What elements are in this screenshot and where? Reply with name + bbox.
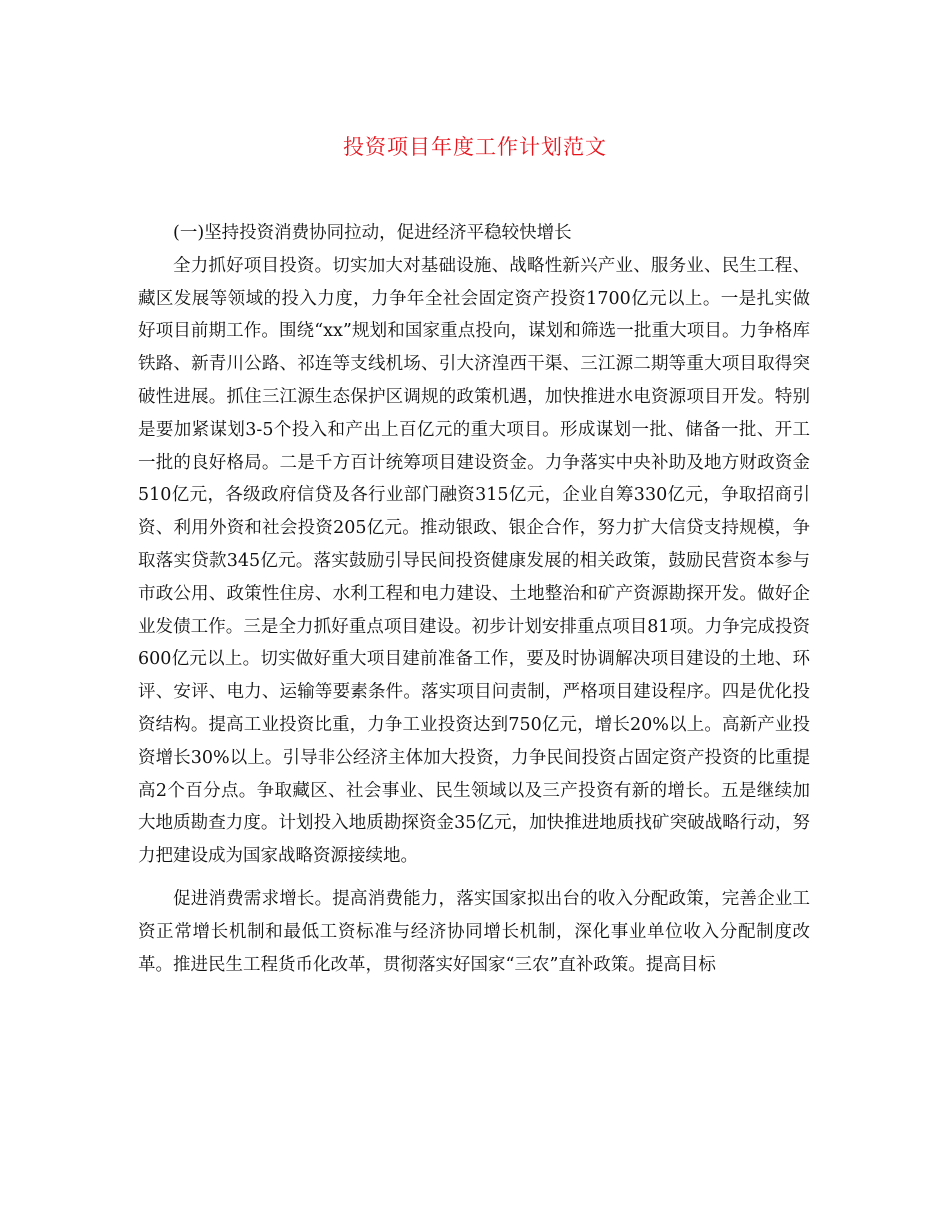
document-body [138,217,810,981]
consumption-demand-paragraph: 促进消费需求增长。提高消费能力，落实国家拟出台的收入分配政策，完善企业工资正常增长机制和最低工资标准与经济协同增长机制，深化事业单位收入分配制度改革。推进民生工程货币化改革，贯彻落实好国家“三农”直补政策。提高目标 [138,888,810,975]
section-heading-paragraph: (一)坚持投资消费协同拉动，促进经济平稳较快增长 [173,223,572,243]
document-title: 投资项目年度工作计划范文 [343,135,607,159]
project-investment-paragraph: 全力抓好项目投资。切实加大对基础设施、战略性新兴产业、服务业、民生工程、藏区发展等领域的投入力度，力争年全社会固定资产投资1700亿元以上。一是扎实做好项目前期工作。围绕“xx”规划和国家重点投向，谋划和筛选一批重大项目。力争格库铁路、新青川公路、祁连等支线机场、引大济湟西干渠、三江源二期等重大项目取得突破性进展。抓住三江源生态保护区调规的政策机遇，加快推进水电资源项目开发。特别是要加紧谋划3-5个投入和产出上百亿元的重大项目。形成谋划一批、储备一批、开工一批的良好格局。二是千方百计统筹项目建设资金。力争落实中央补助及地方财政资金510亿元，各级政府信贷及各行业部门融资315亿元，企业自筹330亿元，争取招商引资、利用外资和社会投资205亿元。推动银政、银企合作，努力扩大信贷支持规模，争取落实贷款345亿元。落实鼓励引导民间投资健康发展的相关政策，鼓励民营资本参与市政公用、政策性住房、水利工程和电力建设、土地整治和矿产资源勘探开发。做好企业发债工作。三是全力抓好重点项目建设。初步计划安排重点项目81项。力争完成投资600亿元以上。切实做好重大项目建前准备工作，要及时协调解决项目建设的土地、环评、安评、电力、运输等要素条件。落实项目问责制，严格项目建设程序。四是优化投资结构。提高工业投资比重，力争工业投资达到750亿元，增长20%以上。高新产业投资增长30%以上。引导非公经济主体加大投资，力争民间投资占固定资产投资的比重提高2个百分点。争取藏区、社会事业、民生领域以及三产投资有新的增长。五是继续加大地质勘查力度。计划投入地质勘探资金35亿元，加快推进地质找矿突破战略行动，努力把建设成为国家战略资源接续地。 [138,255,810,867]
